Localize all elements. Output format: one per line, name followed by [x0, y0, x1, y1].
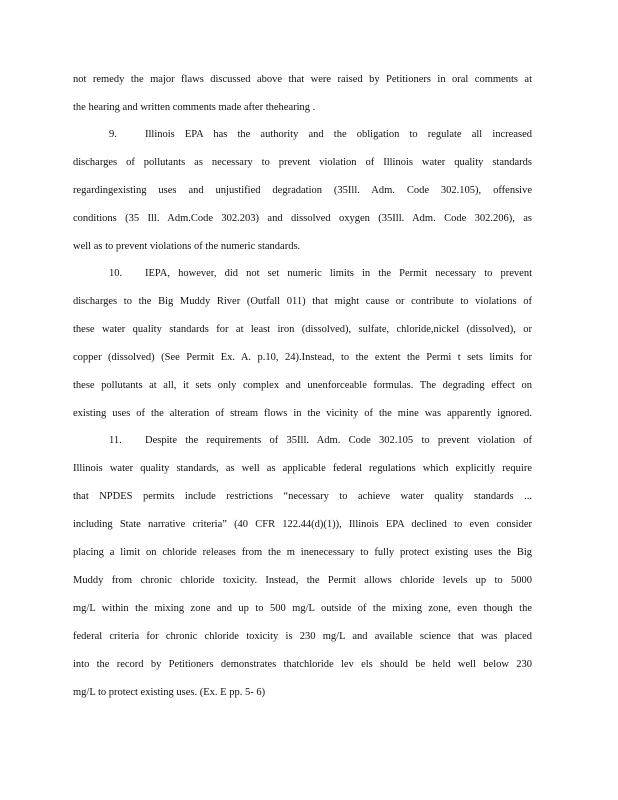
text-line: existing uses of the alteration of stream flows in the vicinity of the mine was apparently ignored. [73, 408, 532, 419]
text-line: not remedy the major flaws discussed above that were raised by Petitioners in oral comments at [73, 74, 532, 85]
text-line: these pollutants at all, it sets only complex and unenforceable formulas. The degrading effect on [73, 380, 532, 391]
text-line: Muddy from chronic chloride toxicity. Instead, the Permit allows chloride levels up to 5000 [73, 575, 532, 586]
text-line: Illinois water quality standards, as well as applicable federal regulations which explicitly require [73, 463, 532, 474]
text-line: including State narrative criteria” (40 CFR 122.44(d)(1)), Illinois EPA declined to even consider [73, 519, 532, 530]
text-line: Despite the requirements of 35Ill. Adm. Code 302.105 to prevent violation of [145, 435, 532, 446]
text-line: Illinois EPA has the authority and the obligation to regulate all increased [145, 129, 532, 140]
text-line: federal criteria for chronic chloride toxicity is 230 mg/L and available science that was placed [73, 631, 532, 642]
text-line: copper (dissolved) (See Permit Ex. A. p.10, 24).Instead, to the extent the Permi t sets limits for [73, 352, 532, 363]
text-line: discharges to the Big Muddy River (Outfall 011) that might cause or contribute to violations of [73, 296, 532, 307]
text-line: into the record by Petitioners demonstrates thatchloride lev els should be held well below 230 [73, 659, 532, 670]
text-line: well as to prevent violations of the numeric standards. [73, 241, 301, 252]
paragraph-number: 11. [109, 435, 122, 446]
text-line: regardingexisting uses and unjustified degradation (35Ill. Adm. Code 302.105), offensive [73, 185, 532, 196]
paragraph-number: 9. [109, 129, 117, 140]
text-line: mg/L within the mixing zone and up to 500 mg/L outside of the mixing zone, even though the [73, 603, 532, 614]
text-line: IEPA, however, did not set numeric limits in the Permit necessary to prevent [145, 268, 532, 279]
text-line: placing a limit on chloride releases from the m inenecessary to fully protect existing uses the Big [73, 547, 532, 558]
paragraph-number: 10. [109, 268, 123, 279]
text-line: discharges of pollutants as necessary to prevent violation of Illinois water quality standards [73, 157, 532, 168]
text-line: that NPDES permits include restrictions “necessary to achieve water quality standards ... [73, 491, 532, 502]
text-line: these water quality standards for at least iron (dissolved), sulfate, chloride,nickel (dissolved), or [73, 324, 532, 335]
text-line: conditions (35 Ill. Adm.Code 302.203) and dissolved oxygen (35Ill. Adm. Code 302.206), as [73, 213, 532, 224]
text-line: the hearing and written comments made after thehearing . [73, 102, 316, 113]
text-line: mg/L to protect existing uses. (Ex. E pp. 5- 6) [73, 687, 266, 698]
